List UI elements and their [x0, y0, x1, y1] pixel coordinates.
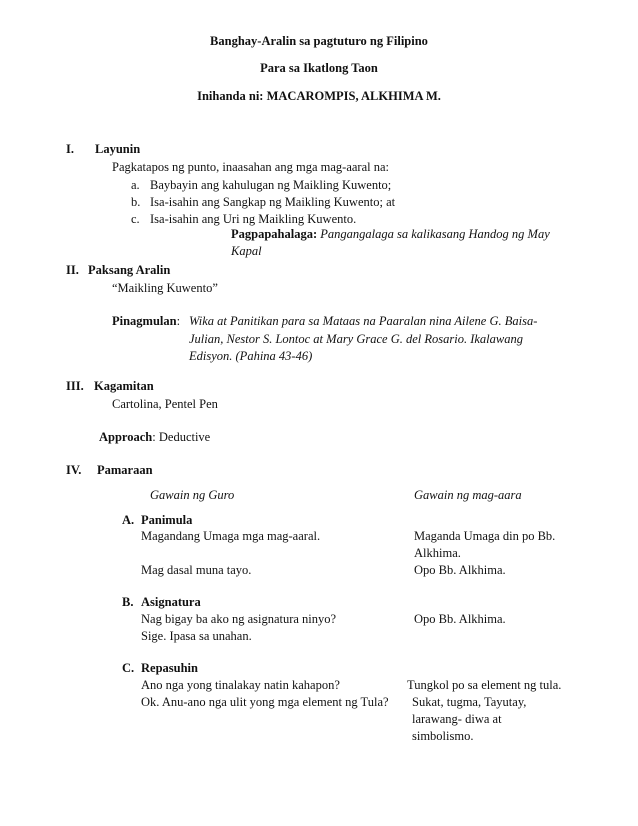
approach-label: Approach	[99, 430, 153, 444]
objective-letter: a.	[131, 178, 140, 192]
source-text-line-1: Wika at Panitikan para sa Mataas na Paaralan nina Ailene G. Baisa-	[189, 314, 538, 328]
topic-text: “Maikling Kuwento”	[112, 281, 218, 295]
section-2-number: II.	[66, 263, 79, 277]
teacher-line: Nag bigay ba ako ng asignatura ninyo?	[141, 612, 337, 626]
source-text-line-2: Julian, Nestor S. Lontoc at Mary Grace G. del Rosario. Ikalawang	[189, 332, 523, 346]
teacher-line: Magandang Umaga mga mag-aaral.	[141, 529, 321, 543]
section-1-title: Layunin	[95, 142, 141, 156]
section-3-title: Kagamitan	[94, 379, 154, 393]
teacher-line: Mag dasal muna tayo.	[141, 563, 252, 577]
values-line	[231, 226, 550, 243]
values-text-continued: Kapal	[231, 244, 262, 258]
objective-text: Baybayin ang kahulugan ng Maikling Kuwento;	[150, 178, 392, 192]
objective-letter: c.	[131, 212, 140, 226]
document-subtitle: Para sa Ikatlong Taon	[260, 61, 378, 75]
section-3-number: III.	[66, 379, 84, 393]
part-a-letter: A.	[122, 513, 135, 527]
student-line: Opo Bb. Alkhima.	[414, 563, 506, 577]
part-c-title: Repasuhin	[141, 661, 198, 675]
part-b-title: Asignatura	[141, 595, 201, 609]
objective-text: Isa-isahin ang Sangkap ng Maikling Kuwento; at	[150, 195, 396, 209]
student-line: Opo Bb. Alkhima.	[414, 612, 506, 626]
source-label: Pinagmulan	[112, 314, 177, 328]
materials-text: Cartolina, Pentel Pen	[112, 397, 218, 411]
values-label: Pagpapahalaga:	[231, 227, 318, 241]
document-title: Banghay-Aralin sa pagtuturo ng Filipino	[210, 34, 428, 48]
approach-line	[99, 429, 210, 446]
student-line: Maganda Umaga din po Bb.	[414, 529, 556, 543]
student-column-header: Gawain ng mag-aara	[414, 488, 522, 502]
teacher-line: Ano nga yong tinalakay natin kahapon?	[141, 678, 340, 692]
part-b-letter: B.	[122, 595, 134, 609]
approach-value: : Deductive	[152, 430, 211, 444]
section-4-number: IV.	[66, 463, 82, 477]
part-a-title: Panimula	[141, 513, 193, 527]
teacher-line: Sige. Ipasa sa unahan.	[141, 629, 252, 643]
student-line: simbolismo.	[412, 729, 474, 743]
section-1-number: I.	[66, 142, 74, 156]
section-4-title: Pamaraan	[97, 463, 153, 477]
values-text: Pangangalaga sa kalikasang Handog ng May	[320, 227, 550, 241]
source-label-line	[112, 313, 180, 330]
student-line: Sukat, tugma, Tayutay,	[412, 695, 527, 709]
objectives-intro: Pagkatapos ng punto, inaasahan ang mga mag-aaral na:	[112, 160, 389, 174]
student-line: larawang- diwa at	[412, 712, 502, 726]
part-c-letter: C.	[122, 661, 135, 675]
teacher-line: Ok. Anu-ano nga ulit yong mga element ng Tula?	[141, 695, 389, 709]
student-line: Tungkol po sa element ng tula.	[407, 678, 562, 692]
objective-text: Isa-isahin ang Uri ng Maikling Kuwento.	[150, 212, 357, 226]
objective-letter: b.	[131, 195, 141, 209]
source-text-line-3: Edisyon. (Pahina 43-46)	[189, 349, 313, 363]
teacher-column-header: Gawain ng Guro	[150, 488, 235, 502]
document-author: Inihanda ni: MACAROMPIS, ALKHIMA M.	[197, 89, 441, 103]
student-line: Alkhima.	[414, 546, 461, 560]
section-2-title: Paksang Aralin	[88, 263, 171, 277]
source-colon: :	[176, 314, 181, 328]
